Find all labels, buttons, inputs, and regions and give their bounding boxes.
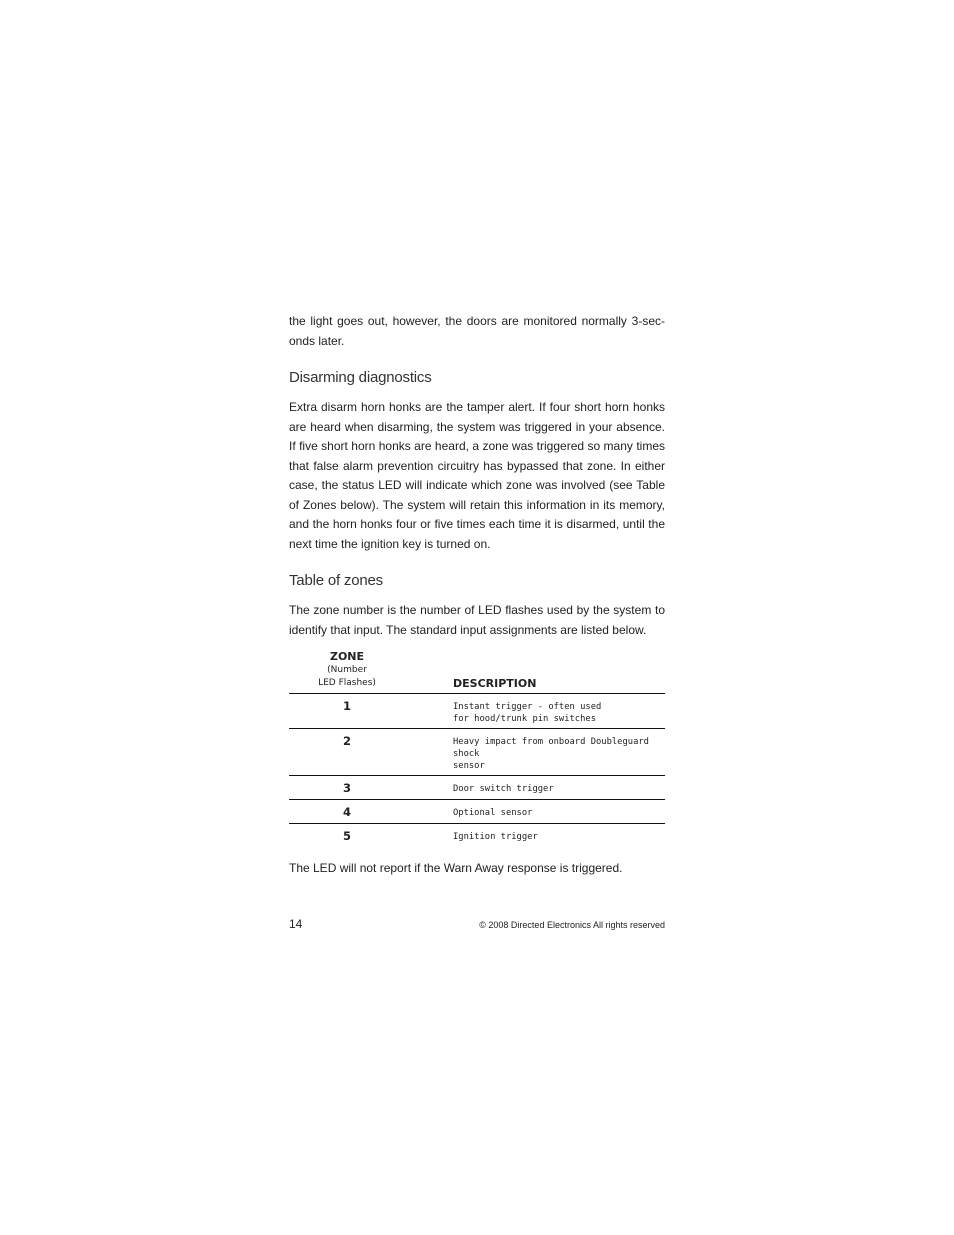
zone-table-header-row xyxy=(289,650,665,694)
table-row xyxy=(289,694,665,729)
zone-header-sub1: (Number xyxy=(327,665,367,675)
table-of-zones-paragraph: The zone number is the number of LED flashes used by the system to identify that input. The standard input assignments are listed below. xyxy=(289,603,665,637)
zone-description xyxy=(453,776,665,800)
spacer-cell xyxy=(405,824,453,848)
zone-description-line: for hood/trunk pin switches xyxy=(453,714,596,724)
spacer-cell xyxy=(405,650,453,694)
zone-number: 5 xyxy=(342,829,351,843)
table-of-zones-heading: Table of zones xyxy=(289,572,383,589)
table-row xyxy=(289,824,665,848)
spacer-cell xyxy=(405,800,453,824)
zone-description xyxy=(453,729,665,776)
zone-description xyxy=(453,694,665,729)
zone-description-line: sensor xyxy=(453,761,485,771)
zone-description xyxy=(453,824,665,848)
zone-header-sub2: LED Flashes) xyxy=(318,678,376,688)
table-row xyxy=(289,800,665,824)
zone-table xyxy=(289,650,665,847)
spacer-cell xyxy=(405,694,453,729)
page-content xyxy=(289,312,665,879)
disarming-diagnostics-heading: Disarming diagnostics xyxy=(289,369,432,386)
description-column-header: DESCRIPTION xyxy=(453,650,665,694)
zone-description-line: Door switch trigger xyxy=(453,784,554,794)
zone-column-header xyxy=(289,650,405,694)
spacer-cell xyxy=(405,729,453,776)
zone-description-line: Heavy impact from onboard Doubleguard shock xyxy=(453,737,649,759)
zone-number: 1 xyxy=(289,694,405,729)
zone-number: 3 xyxy=(289,776,405,800)
zone-description-line: Ignition trigger xyxy=(453,832,538,842)
table-row xyxy=(289,729,665,776)
zone-description-line: Optional sensor xyxy=(453,808,533,818)
intro-paragraph: the light goes out, however, the doors are monitored normally 3-sec-onds later. xyxy=(289,314,665,348)
zone-number: 2 xyxy=(289,729,405,776)
spacer-cell xyxy=(405,776,453,800)
table-row xyxy=(289,776,665,800)
zone-header-title: ZONE xyxy=(329,650,365,663)
page-number: 14 xyxy=(289,917,303,931)
zone-number: 4 xyxy=(289,800,405,824)
outro-paragraph: The LED will not report if the Warn Away response is triggered. xyxy=(289,861,623,875)
zone-description-line: Instant trigger - often used xyxy=(453,702,602,712)
zone-description xyxy=(453,800,665,824)
disarming-diagnostics-paragraph: Extra disarm horn honks are the tamper alert. If four short horn honks are heard when disarming, the system was triggered in your absence. If five short horn honks are heard, a zone was triggered so many times that false alarm prevention circuitry has bypassed that zone. In either case, the status LED will indicate which zone was involved (see Table of Zones below). The system will retain this information in its memory, and the horn honks four or five times each time it is disarmed, until the next time the ignition key is turned on. xyxy=(289,400,665,551)
copyright-notice: © 2008 Directed Electronics All rights reserved xyxy=(479,920,665,930)
